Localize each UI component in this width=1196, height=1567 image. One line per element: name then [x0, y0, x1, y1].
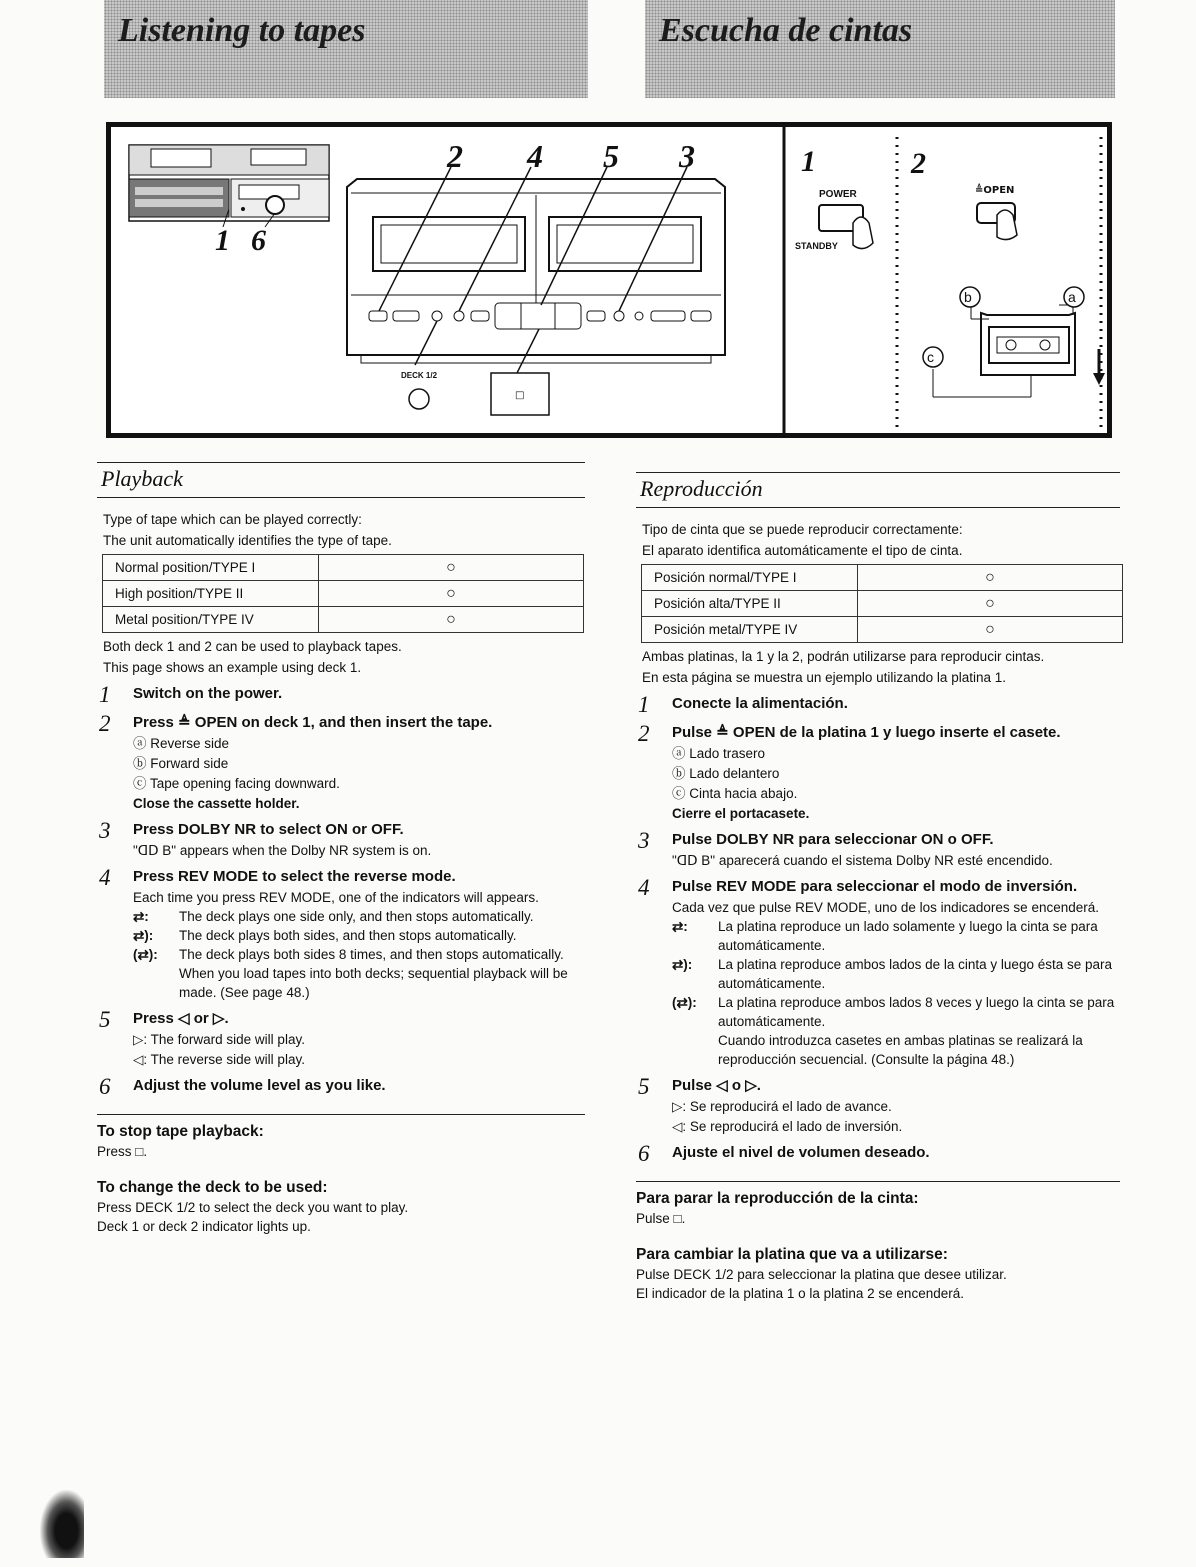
subsection-title: Para cambiar la platina que va a utilizarse:: [636, 1246, 948, 1263]
subsection-text: Press DECK 1/2 to select the deck you want to play.: [97, 1200, 409, 1215]
step-detail: Close the cassette holder.: [133, 796, 300, 811]
step-detail: ◁: The reverse side will play.: [133, 1052, 305, 1067]
label-b: b: [964, 289, 972, 305]
step-title: Press ≜ OPEN on deck 1, and then insert the tape.: [133, 714, 493, 731]
step-title: Pulse REV MODE para seleccionar el modo de inversión.: [672, 878, 1078, 895]
step-title: Pulse DOLBY NR para seleccionar ON o OFF.: [672, 831, 994, 848]
stop-playback-section: [97, 1114, 585, 1161]
mode-description: The deck plays one side only, and then stops automatically.: [179, 909, 534, 924]
section-heading: Reproducción: [636, 472, 1120, 508]
step-4: [97, 867, 585, 1002]
step-detail: ▷: Se reproducirá el lado de avance.: [672, 1099, 892, 1114]
english-column: [97, 462, 585, 1236]
step-detail: ⓑ Lado delantero: [672, 766, 780, 781]
rev-one-side-icon: ⇄:: [133, 909, 149, 924]
subsection-text: Deck 1 or deck 2 indicator lights up.: [97, 1219, 311, 1234]
step-detail: ⓐ Lado trasero: [672, 746, 766, 761]
callout-6: 6: [251, 224, 266, 257]
standby-label: STANDBY: [795, 241, 838, 251]
mode-note: Cuando introduzca casetes en ambas platinas se realizará la reproducción secuencial. (Consulte la página 48.): [718, 1033, 1083, 1067]
table-cell-label: Normal position/TYPE I: [103, 555, 319, 581]
mode-description: La platina reproduce un lado solamente y luego la cinta se para automáticamente.: [718, 919, 1098, 953]
table-cell-label: Posición metal/TYPE IV: [642, 617, 858, 643]
table-cell-mark: ○: [319, 581, 584, 607]
rev-both-sides-icon: ⇄):: [672, 957, 693, 972]
subsection-text: El indicador de la platina 1 o la platina 2 se encenderá.: [636, 1286, 964, 1301]
subsection-title: To change the deck to be used:: [97, 1179, 328, 1196]
step-1: [636, 694, 1120, 716]
step-1: [97, 684, 585, 706]
step-number: 2: [638, 721, 650, 746]
intro-line: El aparato identifica automáticamente el tipo de cinta.: [642, 543, 963, 558]
stereo-overview: [129, 145, 329, 227]
step-detail: "ᗡᗞ B" appears when the Dolby NR system is on.: [133, 843, 432, 858]
callout-1: 1: [215, 224, 230, 257]
mode-note: When you load tapes into both decks; sequential playback will be made. (See page 48.): [179, 966, 568, 1000]
step-number: 3: [638, 828, 650, 853]
change-deck-section: [636, 1244, 1120, 1303]
stop-playback-section: [636, 1181, 1120, 1228]
step-detail: "ᗡᗞ B" aparecerá cuando el sistema Dolby NR esté encendido.: [672, 853, 1053, 868]
intro-line: Type of tape which can be played correctly:: [103, 512, 362, 527]
step-number: 1: [99, 682, 111, 707]
table-cell-mark: ○: [858, 617, 1123, 643]
rev-both-sides-icon: ⇄):: [133, 928, 154, 943]
label-a: a: [1068, 289, 1076, 305]
step-number: 2: [99, 711, 111, 736]
step-detail: Each time you press REV MODE, one of the indicators will appears.: [133, 890, 539, 905]
rev-mode-both-sides: [672, 955, 1120, 993]
step-3: [636, 830, 1120, 870]
label-c: c: [927, 349, 934, 365]
step-number: 4: [638, 875, 650, 900]
rev-mode-repeat: [133, 945, 585, 1002]
header-banner-es: [645, 0, 1115, 98]
mode-description: La platina reproduce ambos lados de la cinta y luego ésta se para automáticamente.: [718, 957, 1113, 991]
step-4: [636, 877, 1120, 1069]
step-title: Press REV MODE to select the reverse mode.: [133, 868, 456, 885]
table-cell-label: Metal position/TYPE IV: [103, 607, 319, 633]
step-detail: ◁: Se reproducirá el lado de inversión.: [672, 1119, 903, 1134]
open-button-drawing: [977, 203, 1017, 240]
table-cell-label: Posición normal/TYPE I: [642, 565, 858, 591]
step-number: 6: [99, 1074, 111, 1099]
step-title: Pulse ◁ o ▷.: [672, 1077, 761, 1094]
tape-type-table: [641, 564, 1123, 643]
page-corner-mark: [40, 1490, 84, 1558]
step-number: 1: [638, 692, 650, 717]
page-title-en: Listening to tapes: [118, 12, 366, 49]
table-cell-label: High position/TYPE II: [103, 581, 319, 607]
rev-mode-both-sides: [133, 926, 585, 945]
note-line: En esta página se muestra un ejemplo utilizando la platina 1.: [642, 670, 1006, 685]
step-detail: Cierre el portacasete.: [672, 806, 810, 821]
tape-type-table: [102, 554, 584, 633]
step-title: Pulse ≜ OPEN de la platina 1 y luego inserte el casete.: [672, 724, 1061, 741]
note-line: Ambas platinas, la 1 y la 2, podrán utilizarse para reproducir cintas.: [642, 649, 1045, 664]
note-line: This page shows an example using deck 1.: [103, 660, 362, 675]
section-heading: Playback: [97, 462, 585, 498]
step-5: [636, 1076, 1120, 1136]
table-cell-mark: ○: [319, 607, 584, 633]
callout-5: 5: [603, 138, 619, 174]
change-deck-section: [97, 1177, 585, 1236]
deck-illustration-svg: [111, 127, 1107, 433]
cassette-insert-drawing: [923, 287, 1105, 397]
panel-2-number: 2: [911, 147, 926, 180]
step-detail: ⓑ Forward side: [133, 756, 229, 771]
subsection-text: Pulse DECK 1/2 para seleccionar la platina que desee utilizar.: [636, 1267, 1007, 1282]
step-title: Conecte la alimentación.: [672, 695, 848, 712]
table-row: [642, 565, 1123, 591]
table-row: [642, 591, 1123, 617]
step-5: [97, 1009, 585, 1069]
table-row: [103, 581, 584, 607]
stop-button-symbol: □: [515, 390, 525, 401]
intro-line: The unit automatically identifies the type of tape.: [103, 533, 392, 548]
step-number: 3: [99, 818, 111, 843]
step-detail: Cada vez que pulse REV MODE, uno de los indicadores se encenderá.: [672, 900, 1099, 915]
subsection-text: Press □.: [97, 1144, 148, 1159]
step-title: Adjust the volume level as you like.: [133, 1077, 386, 1094]
rev-mode-one-side: [672, 917, 1120, 955]
subsection-title: Para parar la reproducción de la cinta:: [636, 1190, 919, 1207]
step-detail: ▷: The forward side will play.: [133, 1032, 305, 1047]
spanish-column: [636, 472, 1120, 1303]
rev-mode-one-side: [133, 907, 585, 926]
table-cell-mark: ○: [858, 565, 1123, 591]
table-row: [103, 555, 584, 581]
table-cell-label: Posición alta/TYPE II: [642, 591, 858, 617]
callout-3: 3: [679, 138, 695, 174]
mode-description: The deck plays both sides, and then stops automatically.: [179, 928, 517, 943]
callout-2: 2: [447, 138, 463, 174]
step-number: 5: [99, 1007, 111, 1032]
step-2: [636, 723, 1120, 823]
step-number: 6: [638, 1141, 650, 1166]
mode-description: La platina reproduce ambos lados 8 veces y luego la cinta se para automáticamente.: [718, 995, 1115, 1029]
step-title: Ajuste el nivel de volumen deseado.: [672, 1144, 930, 1161]
mode-description: The deck plays both sides 8 times, and then stops automatically.: [179, 947, 564, 962]
step-detail: ⓐ Reverse side: [133, 736, 230, 751]
callout-4: 4: [527, 138, 543, 174]
table-row: [103, 607, 584, 633]
subsection-title: To stop tape playback:: [97, 1123, 264, 1140]
step-3: [97, 820, 585, 860]
open-label: ≜OPEN: [975, 185, 1015, 196]
deck-1-2-label: DECK 1/2: [401, 371, 438, 380]
panel-1-number: 1: [801, 145, 816, 178]
rev-one-side-icon: ⇄:: [672, 919, 688, 934]
step-title: Switch on the power.: [133, 685, 283, 702]
step-number: 4: [99, 865, 111, 890]
step-title: Press ◁ or ▷.: [133, 1010, 229, 1027]
deck-illustration: [106, 122, 1112, 438]
table-row: [642, 617, 1123, 643]
rev-repeat-icon: (⇄):: [133, 947, 158, 962]
step-2: [97, 713, 585, 813]
step-6: [636, 1143, 1120, 1165]
subsection-text: Pulse □.: [636, 1211, 686, 1226]
rev-repeat-icon: (⇄):: [672, 995, 697, 1010]
page-title-es: Escucha de cintas: [659, 12, 913, 49]
note-line: Both deck 1 and 2 can be used to playback tapes.: [103, 639, 402, 654]
table-cell-mark: ○: [858, 591, 1123, 617]
step-number: 5: [638, 1074, 650, 1099]
rev-mode-repeat: [672, 993, 1120, 1069]
step-detail: ⓒ Tape opening facing downward.: [133, 776, 340, 791]
power-label: POWER: [819, 189, 857, 200]
step-title: Press DOLBY NR to select ON or OFF.: [133, 821, 404, 838]
table-cell-mark: ○: [319, 555, 584, 581]
step-6: [97, 1076, 585, 1098]
header-banner-en: [104, 0, 588, 98]
step-detail: ⓒ Cinta hacia abajo.: [672, 786, 798, 801]
intro-line: Tipo de cinta que se puede reproducir correctamente:: [642, 522, 963, 537]
